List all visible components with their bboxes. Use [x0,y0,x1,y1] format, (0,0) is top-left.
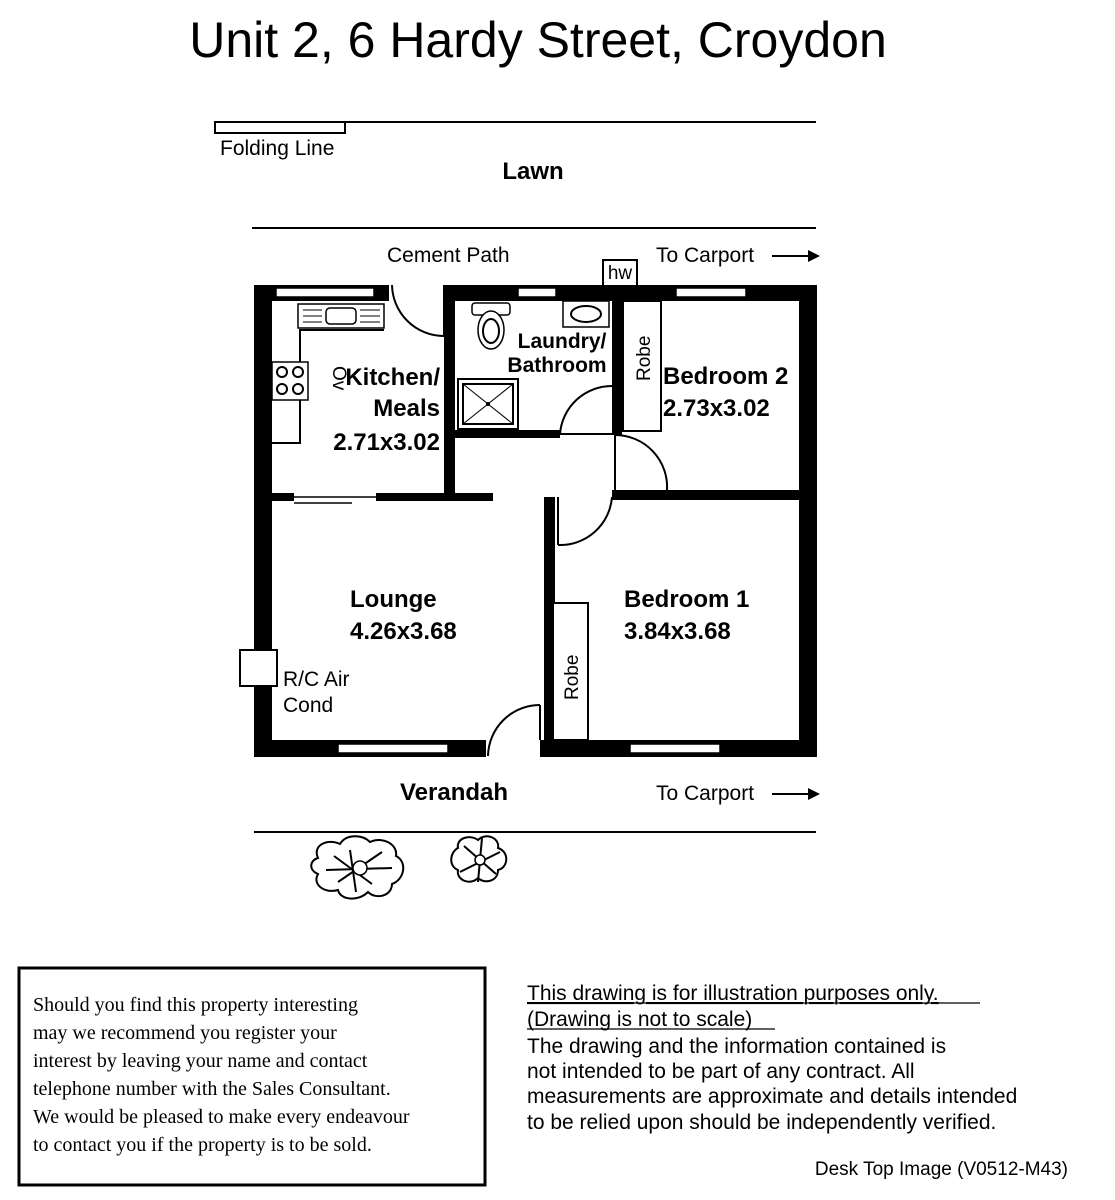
contact-line: Should you find this property interesting [33,994,358,1016]
hot-water-label: hw [607,263,633,284]
contact-line: to contact you if the property is to be sold. [33,1134,372,1156]
disclaimer-heading: This drawing is for illustration purposes only. [527,982,939,1005]
toilet-icon [472,303,510,349]
window [518,288,556,297]
kitchen-label: Kitchen/ [345,364,440,391]
disclaimer-subheading: (Drawing is not to scale) [527,1008,753,1031]
lawn-label: Lawn [502,158,564,185]
air-conditioner [240,650,277,686]
folding-line-label: Folding Line [220,137,335,160]
door-kitchen-entry [392,285,444,336]
lounge-size: 4.26x3.68 [350,618,457,645]
bedroom2-label: Bedroom 2 [663,363,789,390]
shower-icon [458,379,518,429]
shrub-icon [451,836,506,882]
disclaimer-line: to be relied upon should be independently verified. [527,1111,997,1134]
window [276,288,374,297]
disclaimer-line: not intended to be part of any contract. All [527,1060,915,1083]
bedroom2-size: 2.73x3.02 [663,395,770,422]
door-front-entry [488,705,540,756]
aircon-label-line1: R/C Air [283,668,350,691]
window [338,744,448,753]
page-title: Unit 2, 6 Hardy Street, Croydon [189,12,887,68]
contact-line: telephone number with the Sales Consultant. [33,1078,391,1100]
to-carport-top-label: To Carport [656,244,755,267]
to-carport-bottom-label: To Carport [656,782,755,805]
sink [298,304,384,328]
cement-path-label: Cement Path [387,244,510,267]
window [630,744,720,753]
door-laundry [560,386,612,434]
aircon-label-line2: Cond [283,694,334,717]
bedroom1-label: Bedroom 1 [624,586,750,613]
lounge-label: Lounge [350,586,437,613]
arrow-right-icon [772,788,820,800]
meals-label: Meals [373,395,440,422]
door-bedroom1 [558,497,612,545]
disclaimer-line: measurements are approximate and details intended [527,1085,1018,1108]
cooktop-icon [272,362,308,400]
bedroom1-size: 3.84x3.68 [624,618,731,645]
bathroom-label: Bathroom [507,354,607,377]
oven-label: Ov [328,366,349,391]
laundry-label: Laundry/ [517,330,607,353]
arrow-right-icon [772,250,820,262]
shrub-icon [311,836,403,898]
door-bedroom2 [615,435,667,490]
contact-line: We would be pleased to make every endeavour [33,1106,410,1128]
window [676,288,746,297]
verandah-label: Verandah [399,779,509,806]
kitchen-size: 2.71x3.02 [333,429,440,456]
disclaimer-line: The drawing and the information contained is [527,1035,947,1058]
contact-line: may we recommend you register your [33,1022,337,1044]
folding-line-marker [215,122,345,133]
robe-bedroom1-label: Robe [562,654,583,700]
footer-credit: Desk Top Image (V0512-M43) [814,1159,1068,1180]
contact-line: interest by leaving your name and contact [33,1050,368,1072]
robe-bedroom2-label: Robe [634,335,655,381]
washbasin-icon [563,301,609,327]
